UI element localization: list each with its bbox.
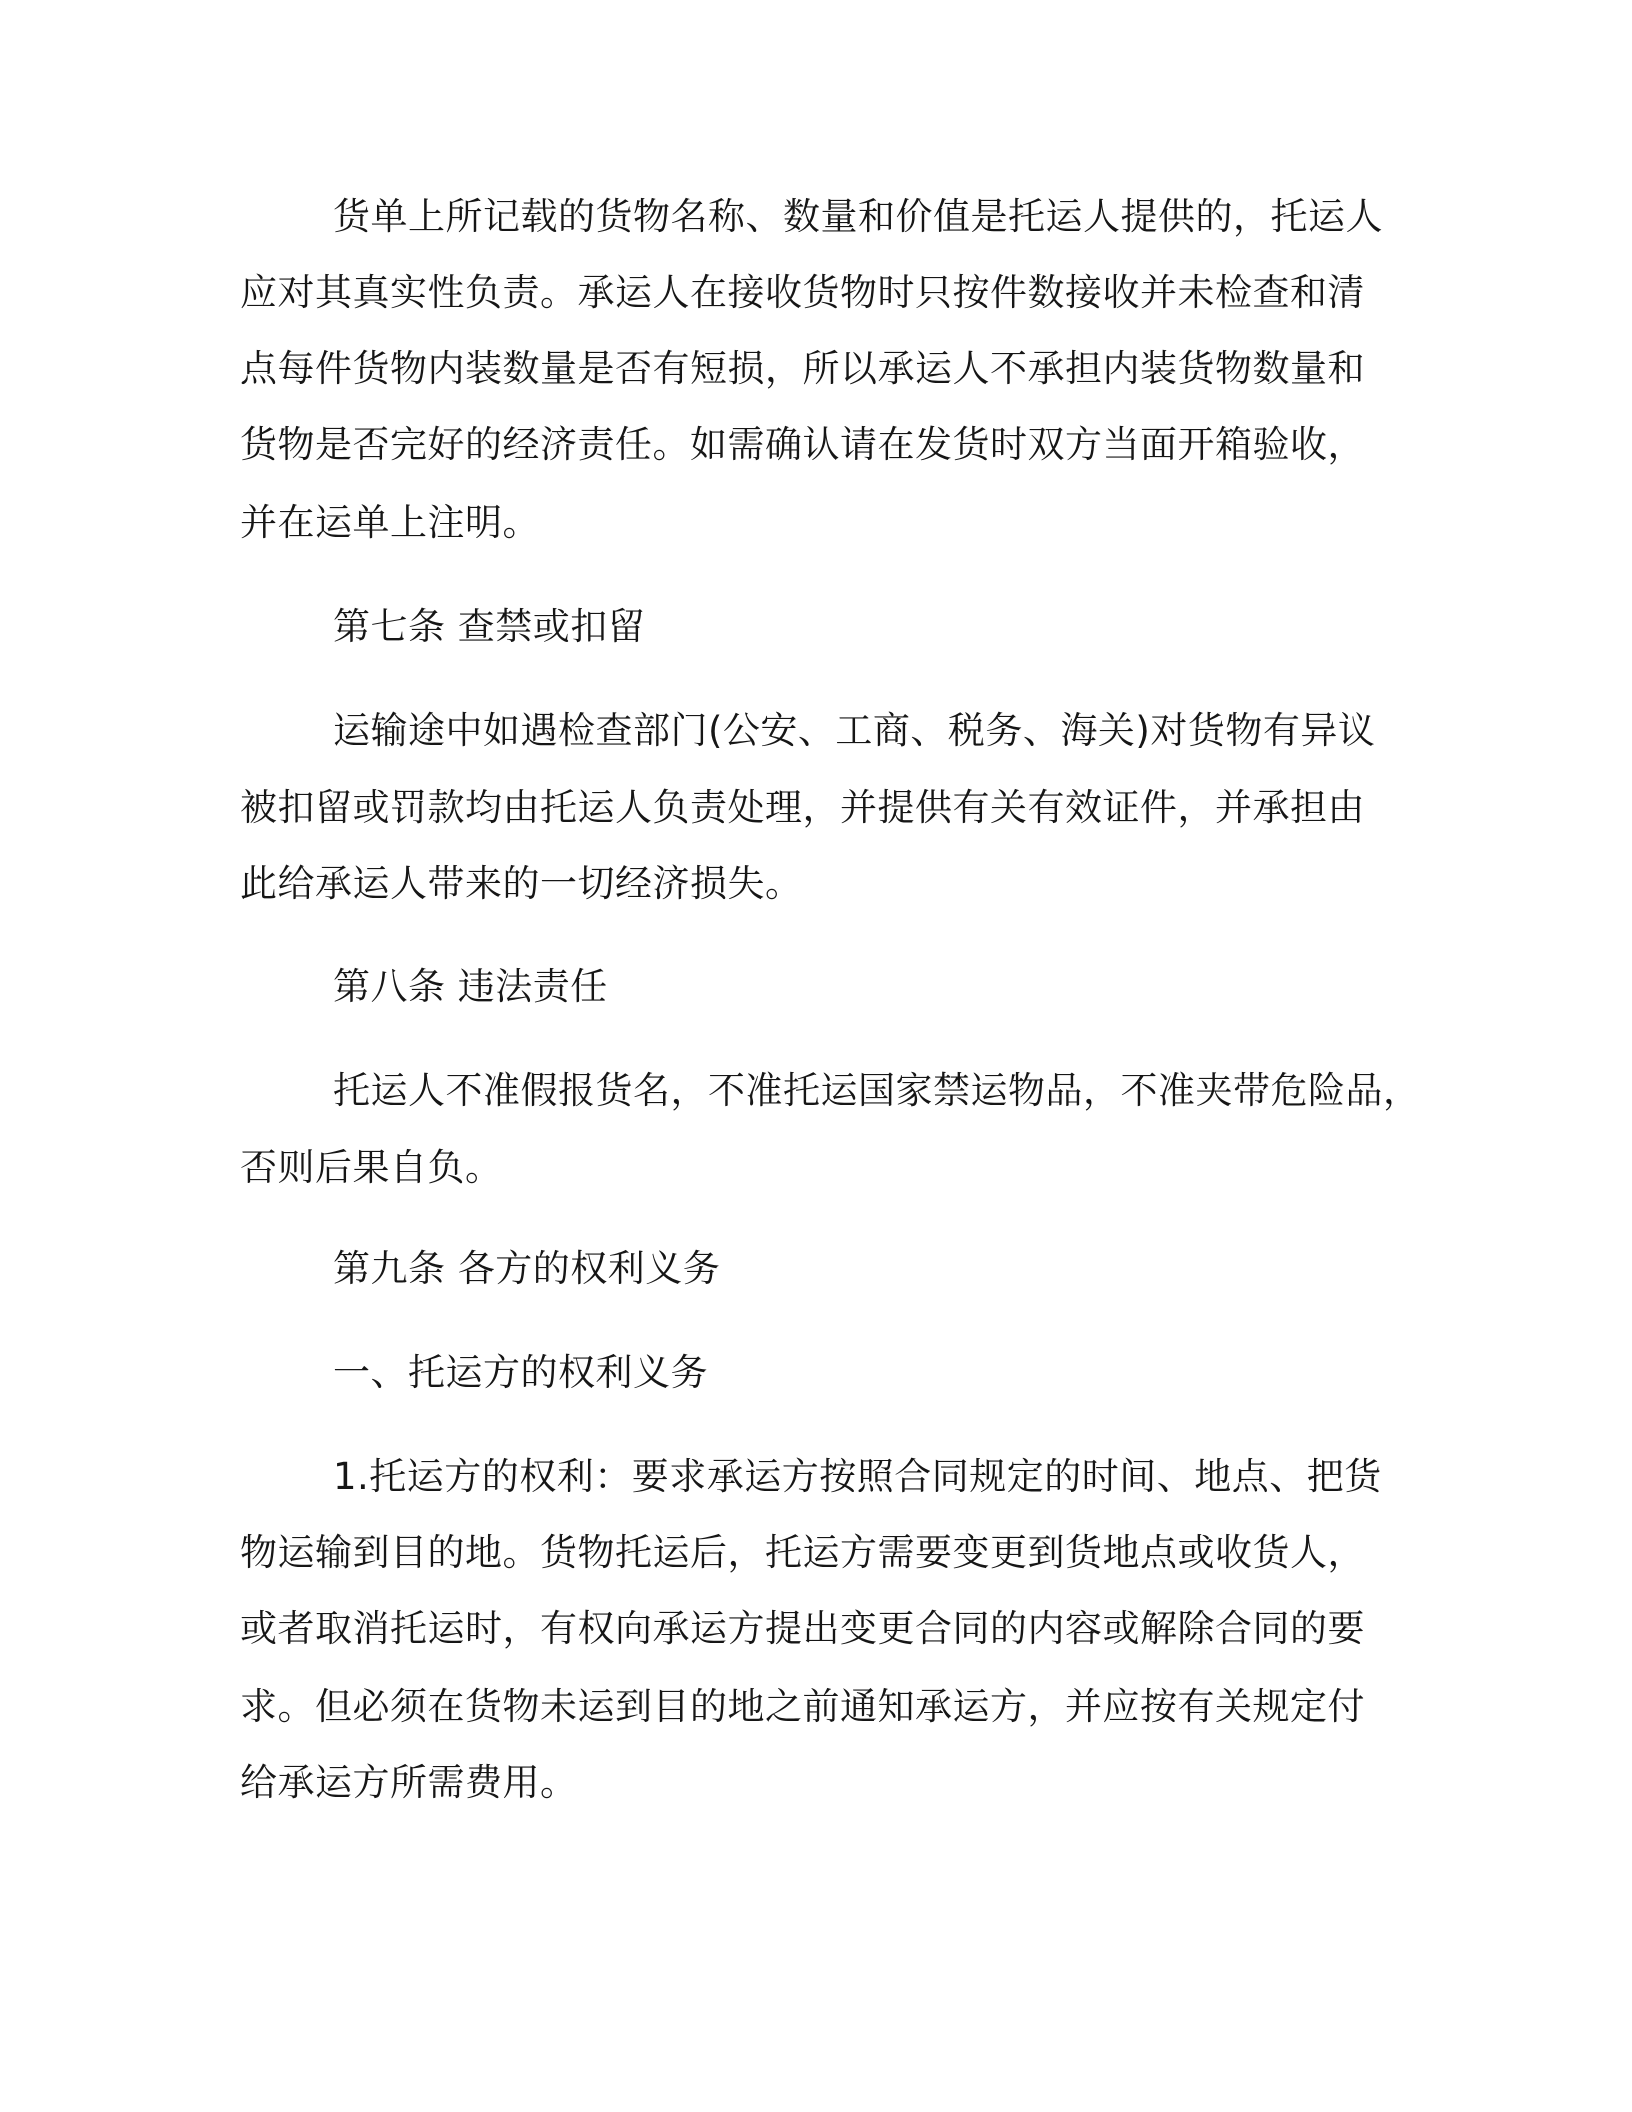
text-line: 托运人不准假报货名，不准托运国家禁运物品，不准夹带危险品，	[333, 1069, 1421, 1112]
text-line: 求。但必须在货物未运到目的地之前通知承运方，并应按有关规定付	[240, 1685, 1365, 1728]
text-line: 被扣留或罚款均由托运人负责处理，并提供有关有效证件，并承担由	[240, 786, 1365, 829]
text-line: 货物是否完好的经济责任。如需确认请在发货时双方当面开箱验收，	[240, 423, 1365, 466]
section-heading-article-9: 第九条 各方的权利义务	[333, 1247, 721, 1290]
text-line: 点每件货物内装数量是否有短损，所以承运人不承担内装货物数量和	[240, 347, 1365, 390]
text-line: 1.托运方的权利：要求承运方按照合同规定的时间、地点、把货	[333, 1455, 1382, 1498]
subsection-heading-shipper-rights: 一、托运方的权利义务	[333, 1351, 708, 1394]
text-line: 或者取消托运时，有权向承运方提出变更合同的内容或解除合同的要	[240, 1607, 1365, 1650]
text-line: 否则后果自负。	[240, 1146, 503, 1189]
text-line: 物运输到目的地。货物托运后，托运方需要变更到货地点或收货人，	[240, 1531, 1365, 1574]
section-heading-article-8: 第八条 违法责任	[333, 965, 608, 1008]
text-line: 运输途中如遇检查部门(公安、工商、税务、海关)对货物有异议	[333, 709, 1376, 752]
section-heading-article-7: 第七条 查禁或扣留	[333, 605, 646, 648]
text-line: 给承运方所需费用。	[240, 1761, 578, 1804]
text-line: 并在运单上注明。	[240, 501, 540, 544]
text-line: 货单上所记载的货物名称、数量和价值是托运人提供的，托运人	[333, 195, 1383, 238]
text-line: 此给承运人带来的一切经济损失。	[240, 862, 803, 905]
text-line: 应对其真实性负责。承运人在接收货物时只按件数接收并未检查和清	[240, 271, 1365, 314]
